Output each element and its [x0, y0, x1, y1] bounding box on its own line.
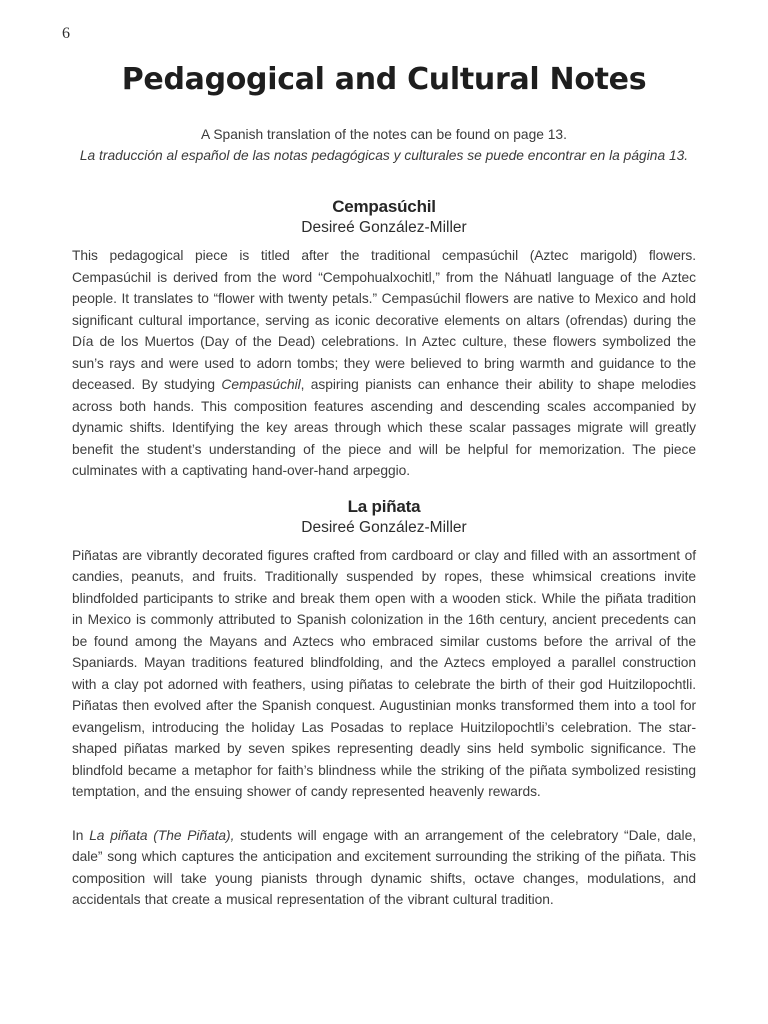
translation-note-english: A Spanish translation of the notes can be found on page 13. [201, 127, 567, 142]
page-number: 6 [62, 25, 70, 42]
section-header [72, 496, 696, 539]
la-pinata-paragraph-arrangement: In La piñata (The Piñata), students will engage with an arrangement of the celebratory “Dale, dale, dale” song which captures the anticipation and excitement surrounding the striking of the piñata. This composition will take young pianists through dynamic shifts, octave changes, modulations, and accidentals that create a musical representation of the vibrant cultural tradition. [72, 827, 696, 907]
page-title: Pedagogical and Cultural Notes [121, 62, 647, 97]
section-cempasuchil [72, 196, 696, 482]
section-author-la-pinata: Desireé González-Miller [301, 518, 467, 536]
translation-note-spanish: La traducción al español de las notas pedagógicas y culturales se puede encontrar en la página 13. [79, 148, 689, 163]
cempasuchil-paragraph: This pedagogical piece is titled after the traditional cempasúchil (Aztec marigold) flowers. Cempasúchil is derived from the word “Cempohualxochitl,” from the Náhuatl language of the Aztec people. It translates to “flower with twenty petals.” Cempasúchil flowers are native to Mexico and hold significant cultural importance, serving as iconic decorative elements on altars (ofrendas) during the Día de los Muertos (Day of the Dead) celebrations. In Aztec culture, these flowers symbolized the sun’s rays and were used to adorn tombs; they were believed to bring warmth and guidance to the deceased. By studying Cempasúchil, aspiring pianists can enhance their ability to shape melodies across both hands. This composition features ascending and descending scales accompanied by dynamic shifts. Identifying the key areas through which these scalar passages migrate will greatly benefit the student’s understanding of the piece and will be helpful for memorization. The piece culminates with a captivating hand-over-hand arpeggio. [72, 248, 697, 478]
la-pinata-paragraph-history: Piñatas are vibrantly decorated figures crafted from cardboard or clay and filled with an assortment of candies, peanuts, and fruits. Traditionally suspended by ropes, these whimsical creations invite blindfolded participants to strike and break them open with a wooden stick. While the piñata tradition in Mexico is commonly attributed to Spanish colonization in the 16th century, ancient precedents can be found among the Mayans and Aztecs who embraced similar customs before the arrival of the Spaniards. Mayan traditions featured blindfolding, and the Aztecs employed a parallel construction with a clay pot adorned with feathers, using piñatas to celebrate the birth of their god Huitzilopochtli. Piñatas then evolved after the Spanish conquest. Augustinian monks transformed them into a tool for evangelism, introducing the holiday Las Posadas to replace Huitzilopochtli’s celebration. The star-shaped piñatas marked by seven spikes representing deadly sins held symbolic significance. The blindfold became a metaphor for faith’s blindness while the striking of the piñata symbolized resisting temptation, and the ensuing shower of candy represented heavenly rewards. [72, 547, 696, 799]
section-la-pinata [72, 496, 696, 911]
translation-note [0, 124, 768, 166]
section-header [72, 196, 696, 239]
section-title-cempasuchil: Cempasúchil [332, 197, 436, 216]
section-title-la-pinata: La piñata [347, 496, 421, 516]
section-author-cempasuchil: Desireé González-Miller [301, 219, 467, 236]
